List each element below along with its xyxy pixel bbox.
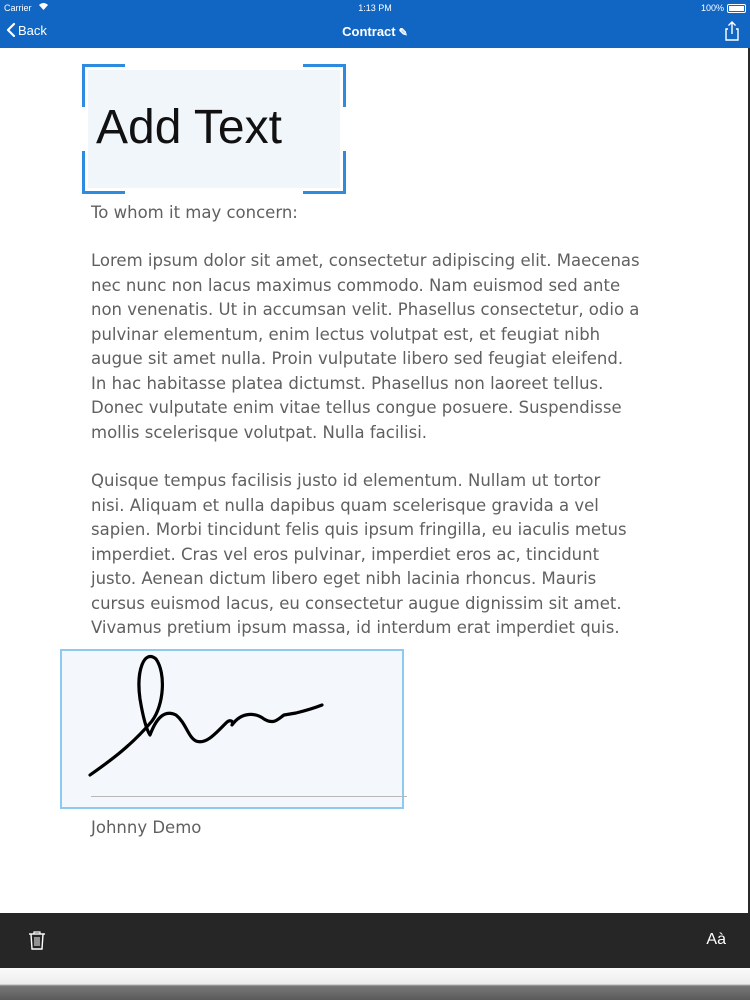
- status-bar: [0, 0, 750, 16]
- clock: 1:13 PM: [358, 3, 392, 13]
- carrier-label: Carrier: [4, 3, 32, 13]
- paragraph-line: mollis scelerisque volutpat. Nulla facilisi.: [91, 422, 428, 442]
- paragraph-line: non venenatis. Ut in accumsan velit. Phasellus consectetur, odio a: [91, 300, 640, 319]
- signer-name: Johnny Demo: [91, 818, 202, 837]
- paragraph-1: [91, 249, 671, 445]
- paragraph-line: cursus euismod lacus, eu consectetur augue dignissim sit amet.: [91, 593, 622, 613]
- add-text-label[interactable]: Add Text: [96, 101, 282, 154]
- title-text[interactable]: Contract: [342, 24, 396, 39]
- selection-corner-bottom-right[interactable]: [303, 151, 346, 194]
- greeting-text: To whom it may concern:: [91, 203, 298, 222]
- chevron-left-icon: [6, 22, 16, 38]
- bottom-toolbar: [0, 913, 750, 968]
- selection-corner-top-right[interactable]: [303, 64, 346, 107]
- trash-icon[interactable]: [28, 930, 46, 950]
- paragraph-line: Quisque tempus facilisis justo id elementum. Nullam ut tortor: [91, 471, 601, 490]
- page-title: [0, 24, 750, 39]
- paragraph-line: Lorem ipsum dolor sit amet, consectetur adipiscing elit. Maecenas: [91, 251, 640, 270]
- back-label: Back: [18, 22, 47, 38]
- selection-corner-bottom-left[interactable]: [82, 151, 125, 194]
- paragraph-line: nisi. Aliquam et nulla dapibus quam scelerisque gravida a vel: [91, 495, 599, 515]
- paragraph-line: sapien. Morbi tincidunt felis quis ipsum fringilla, eu iaculis metus: [91, 520, 627, 539]
- back-button[interactable]: [6, 22, 47, 38]
- paragraph-line: augue sit amet nulla. Proin vulputate libero sed feugiat eleifend.: [91, 349, 624, 368]
- edit-title-icon[interactable]: ✎: [398, 27, 408, 39]
- paragraph-line: nec nunc non lacus maximus commodo. Nam euismod sed ante: [91, 275, 621, 295]
- paragraph-2: [91, 469, 671, 641]
- navigation-bar: [0, 16, 750, 48]
- paragraph-line: imperdiet. Cras vel eros pulvinar, imperdiet eros ac, tincidunt: [91, 544, 600, 564]
- share-icon[interactable]: [724, 21, 740, 41]
- signature-drawing[interactable]: [60, 649, 404, 809]
- battery-percent: 100%: [700, 3, 724, 13]
- screen-bottom-edge: [0, 968, 750, 1000]
- font-settings-button[interactable]: Aà: [706, 931, 726, 948]
- paragraph-line: pulvinar elementum, enim lectus volutpat est, et feugiat nibh: [91, 324, 601, 344]
- battery-icon: [727, 4, 746, 13]
- paragraph-line: In hac habitasse platea dictumst. Phasellus non laoreet tellus.: [91, 373, 604, 393]
- paragraph-line: justo. Aenean dictum libero eget nibh lacinia rhoncus. Mauris: [91, 569, 597, 588]
- paragraph-line: Vivamus pretium ipsum massa, id interdum erat imperdiet quis.: [91, 618, 620, 637]
- add-text-field[interactable]: [82, 64, 346, 194]
- paragraph-line: Donec vulputate enim vitae tellus congue posuere. Suspendisse: [91, 398, 622, 417]
